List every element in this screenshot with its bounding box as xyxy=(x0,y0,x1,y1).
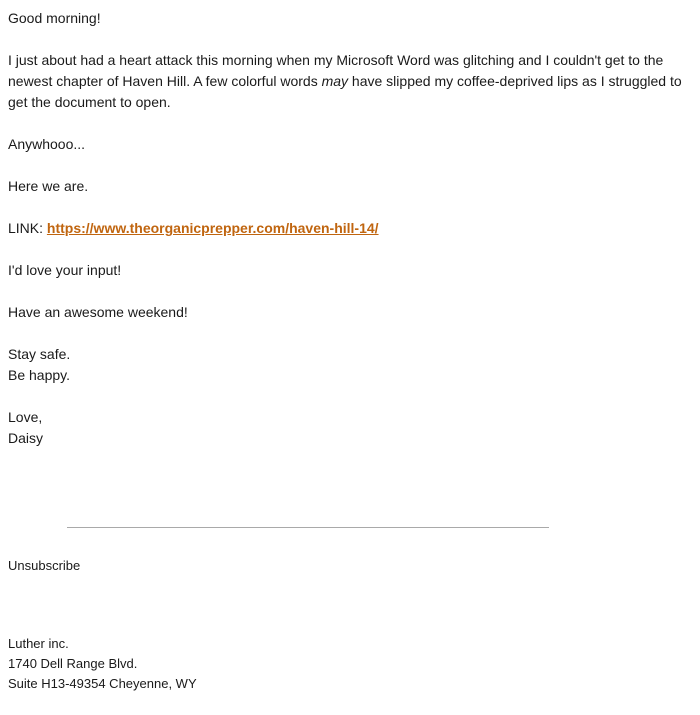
weekend-line: Have an awesome weekend! xyxy=(8,304,188,320)
address-line-2: Suite H13-49354 Cheyenne, WY xyxy=(8,676,197,691)
unsubscribe-link[interactable]: Unsubscribe xyxy=(8,558,81,573)
footer-divider xyxy=(67,527,549,528)
link-label: LINK: xyxy=(8,220,47,236)
intro-text-start: I just about had a heart attack this morning when my Microsoft Word was glitching and I couldn't get to the newest chapter of Haven Hill. A few colorful words xyxy=(8,52,664,89)
intro-emphasis: may xyxy=(321,73,349,89)
address-line-1: 1740 Dell Range Blvd. xyxy=(8,656,138,671)
email-body xyxy=(8,8,688,449)
company-name: Luther inc. xyxy=(8,636,69,651)
closing-lines xyxy=(8,344,688,386)
chapter-link[interactable]: https://www.theorganicprepper.com/haven-hill-14/ xyxy=(46,220,379,236)
stay-safe-line: Stay safe. xyxy=(8,346,71,362)
intro-text-end: have slipped my coffee-deprived lips as I struggled to get the document to open. xyxy=(8,73,682,110)
greeting: Good morning! xyxy=(8,10,101,26)
here-line: Here we are. xyxy=(8,178,89,194)
link-line xyxy=(8,218,688,239)
be-happy-line: Be happy. xyxy=(8,367,71,383)
anywho-line: Anywhooo... xyxy=(8,136,86,152)
signoff xyxy=(8,407,688,449)
love-line: Love, xyxy=(8,409,43,425)
footer-address xyxy=(8,634,197,694)
intro-paragraph xyxy=(8,50,688,113)
signature: Daisy xyxy=(8,430,44,446)
input-line: I'd love your input! xyxy=(8,262,122,278)
